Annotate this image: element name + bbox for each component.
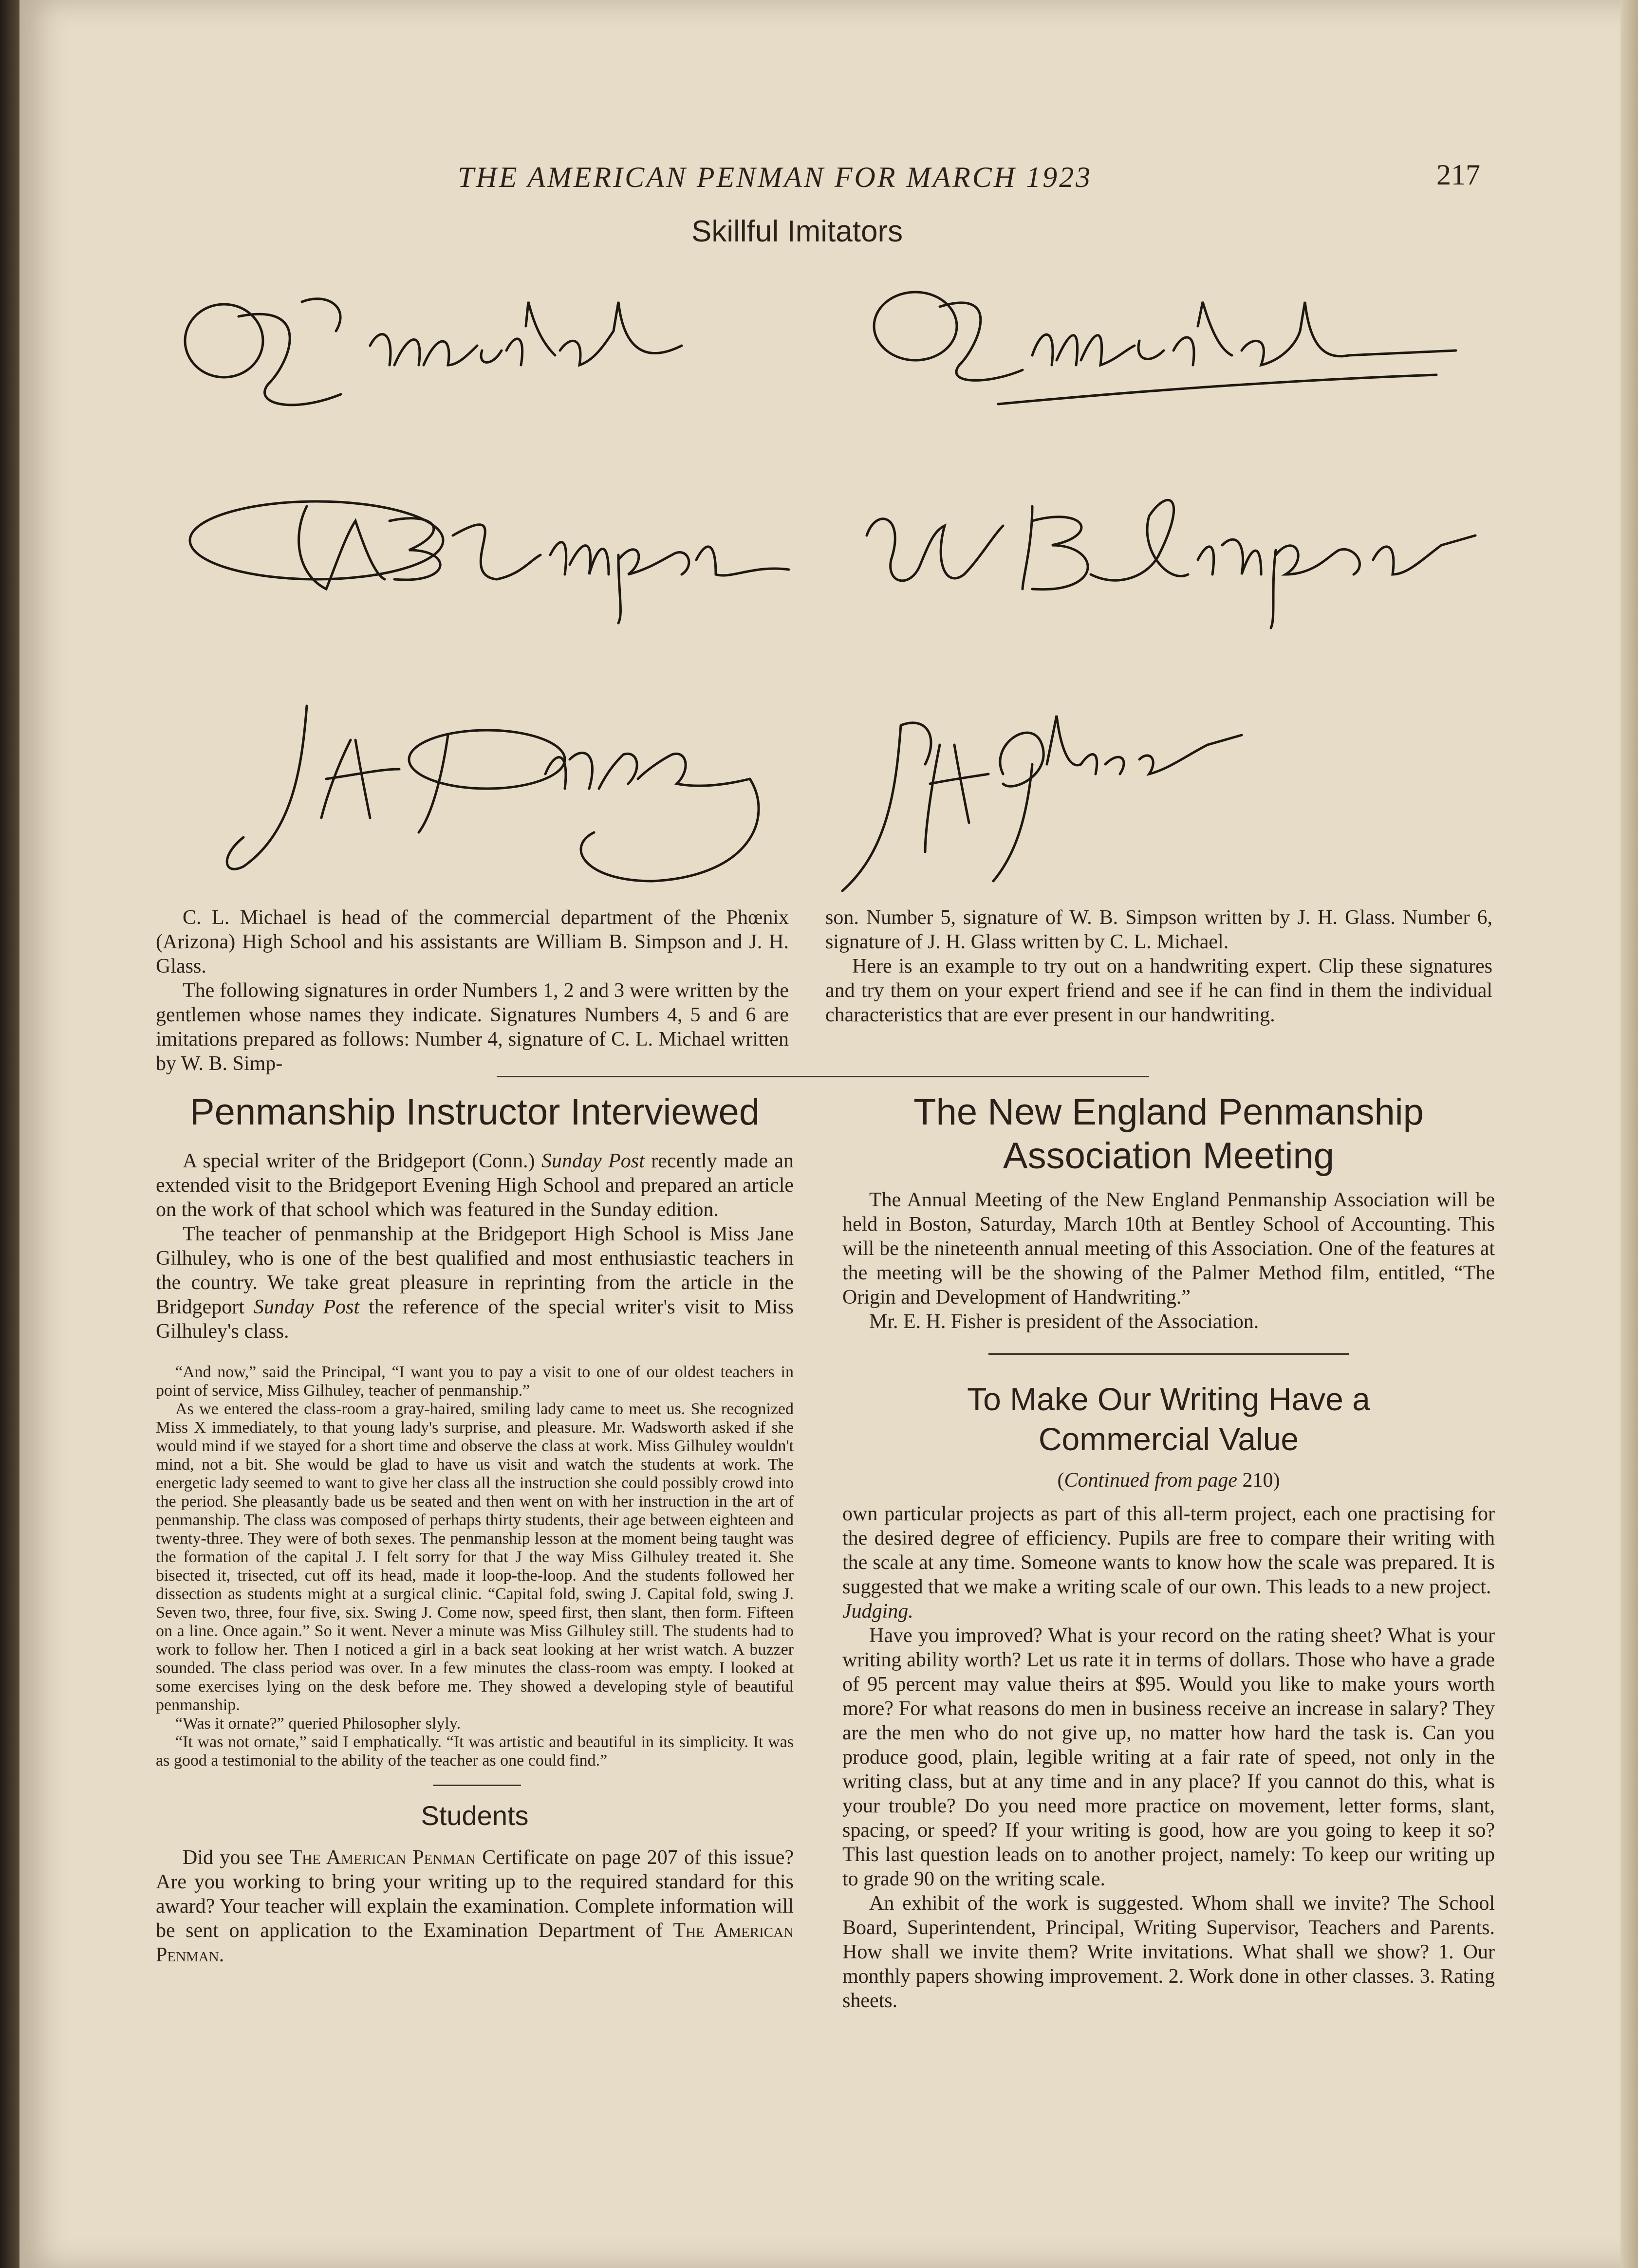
signature-1-michael [166, 273, 701, 433]
commercial-text [842, 1502, 1495, 2013]
text-span: A special writer of the Bridgeport (Conn.) [183, 1150, 541, 1172]
text-span: The American Penman [289, 1846, 476, 1869]
signature-2-simpson [180, 477, 852, 633]
imitators-caption-left [156, 905, 789, 1076]
quote-p3: “Was it ornate?” queried Philosopher slyly. [175, 1715, 461, 1733]
book-spine [0, 0, 19, 2268]
text-span: the reference of the special writer's visit to Miss Gilhuley's class. [156, 1296, 794, 1343]
signature-6-glass-imitation [828, 696, 1266, 901]
new-england-title-line2: Association Meeting [1003, 1135, 1335, 1177]
page-number: 217 [1436, 159, 1480, 191]
text-span: recently made an extended visit to the Bridgeport Evening High School and prepared an article on the work of that school which was featured in the Sunday edition. [156, 1150, 794, 1221]
instructor-p2 [156, 1222, 794, 1344]
commercial-title [842, 1379, 1495, 1459]
quote-p4: “It was not ornate,” said I emphatically. “It was artistic and beautiful in its simplicity. It was as good a testimonial to the ability of the teacher as one could find.” [156, 1733, 794, 1770]
commercial-judging: Judging. [842, 1600, 913, 1623]
interview-quote [156, 1363, 794, 1770]
section-divider [497, 1076, 1149, 1077]
commercial-title-line2: Commercial Value [1038, 1421, 1299, 1457]
signature-3-glass [214, 672, 847, 886]
text-span: . [219, 1944, 224, 1966]
signature-5-simpson-imitation [847, 477, 1490, 633]
left-column [156, 1090, 794, 1967]
new-england-title [842, 1090, 1495, 1178]
page [19, 0, 1638, 2268]
instructor-intro [156, 1149, 794, 1344]
caption-left-p2: The following signatures in order Numbers 1, 2 and 3 were written by the gentlemen whose names they indicate. Signatures Numbers 4, 5 and 6 are imitations prepared as follows: Number 4, signature of C. L. Michael written by W. B. Simp- [156, 979, 789, 1075]
caption-left-p1: C. L. Michael is head of the commercial department of the Phœnix (Arizona) High School and his assistants are William B. Simpson and J. H. Glass. [156, 906, 789, 977]
students-p1 [156, 1845, 794, 1967]
commercial-p1: own particular projects as part of this all-term project, each one practising for the desired degree of efficiency. Pupils are free to compare their writing with the scale at any time. Someone wants to know how the scale was prepared. It is suggested that we make a writing scale of our own. This leads to a new project. [842, 1503, 1495, 1598]
new-england-title-line1: The New England Penmanship [913, 1091, 1424, 1133]
new-england-text [842, 1188, 1495, 1334]
text-span: Sunday Post [253, 1296, 360, 1318]
caption-right-p2: Here is an example to try out on a handwriting expert. Clip these signatures and try them on your expert friend and see if he can find in them the individual characteristics that are ever present in our handwriting. [825, 955, 1492, 1026]
text-span: Continued from page [1064, 1469, 1237, 1492]
right-column [842, 1090, 1495, 2013]
imitators-caption-right [825, 905, 1492, 1027]
imitators-title: Skillful Imitators [691, 215, 903, 248]
text-span: 210) [1237, 1469, 1280, 1492]
running-header: THE AMERICAN PENMAN FOR MARCH 1923 [458, 161, 1093, 193]
new-england-p2: Mr. E. H. Fisher is president of the Association. [869, 1310, 1259, 1333]
page-edge [1620, 0, 1638, 2268]
signature-4-michael-imitation [862, 273, 1495, 433]
short-divider [433, 1785, 521, 1786]
commercial-p3: An exhibit of the work is suggested. Whom shall we invite? The School Board, Superintendent, Principal, Writing Supervisor, Teachers and Parents. How shall we invite them? Write invitations. What shall we show? 1. Our monthly papers showing improvement. 2. Work done in other classes. 3. Rating sheets. [842, 1892, 1495, 2012]
text-span: Sunday Post [541, 1150, 645, 1172]
quote-p1: “And now,” said the Principal, “I want you to pay a visit to one of our oldest teachers in point of service, Miss Gilhuley, teacher of penmanship.” [156, 1363, 794, 1400]
text-span: The teacher of penmanship at the Bridgeport High School is Miss Jane Gilhuley, who is one of the best qualified and most enthusiastic teachers in the country. We take great pleasure in reprinting from the article in the Bridgeport [156, 1223, 794, 1318]
instructor-p1 [156, 1149, 794, 1222]
continued-note [842, 1469, 1495, 1492]
quote-p2: As we entered the class-room a gray-haired, smiling lady came to meet us. She recognized Miss X immediately, to that young lady's surprise, and pleasure. Mr. Wadsworth asked if she would mind if we stayed for a short time and observe the class at work. Miss Gilhuley wouldn't mind, not a bit. She would be glad to have us visit and watch the students at work. The energetic lady seemed to want to give her class all the instruction she could possibly crowd into the period. She pleasantly bade us be seated and then went on with her instruction in the art of penmanship. The class was composed of perhaps thirty students, their age between eighteen and twenty-three. They were of both sexes. The penmanship lesson at the moment being taught was the formation of the capital J. I felt sorry for that J the way Miss Gilhuley treated it. She bisected it, trisected, cut off its head, made it loop-the-loop. And the students followed her dissection as students might at a surgical clinic. “Capital fold, swing J. Capital fold, swing J. Seven two, three, four five, six. Swing J. Come now, speed first, then slant, then form. Fifteen on a line. Once again.” So it went. Never a minute was Miss Gilhuley still. The students had to work to follow her. Then I noticed a girl in a back seat looking at her wrist watch. A buzzer sounded. The class period was over. In a few minutes the class-room was empty. I looked at some exercises lying on the desk before me. They showed a developing style of beautiful penmanship. [156, 1400, 794, 1714]
students-text [156, 1845, 794, 1967]
instructor-title: Penmanship Instructor Interviewed [189, 1091, 760, 1133]
text-span: ( [1057, 1469, 1064, 1492]
commercial-p2: Have you improved? What is your record on the rating sheet? What is your writing ability worth? Let us rate it in terms of dollars. Those who have a grade of 95 percent may value theirs at $95. Would you like to make yours worth more? For what reasons do men in business receive an increase in salary? They are the men who do not give up, no matter how hard the task is. Can you produce good, plain, legible writing at a fair rate of speed, not only in the writing class, but at any time and in any place? If you cannot do this, what is your trouble? Do you need more practice on movement, letter forms, slant, spacing, or speed? If your writing is good, how are you going to keep it so? This last question leads on to another project, namely: To keep our writing up to grade 90 on the writing scale. [842, 1624, 1495, 1890]
text-span: Certificate on page 207 of this issue? Are you working to bring your writing up to the required standard for this award? Your teacher will explain the examination. Complete information will be sent on application to the Examination Department of [156, 1846, 794, 1942]
text-span: Did you see [183, 1846, 290, 1869]
commercial-title-line1: To Make Our Writing Have a [967, 1381, 1370, 1417]
new-england-p1: The Annual Meeting of the New England Penmanship Association will be held in Boston, Saturday, March 10th at Bentley School of Accounting. This will be the nineteenth annual meeting of this Association. One of the features at the meeting will be the showing of the Palmer Method film, entitled, “The Origin and Development of Handwriting.” [842, 1189, 1495, 1309]
text-span: The American Penman [156, 1919, 794, 1966]
caption-right-p1: son. Number 5, signature of W. B. Simpson written by J. H. Glass. Number 6, signature of J. H. Glass written by C. L. Michael. [825, 906, 1492, 953]
students-title: Students [421, 1800, 529, 1831]
right-divider [988, 1353, 1349, 1355]
